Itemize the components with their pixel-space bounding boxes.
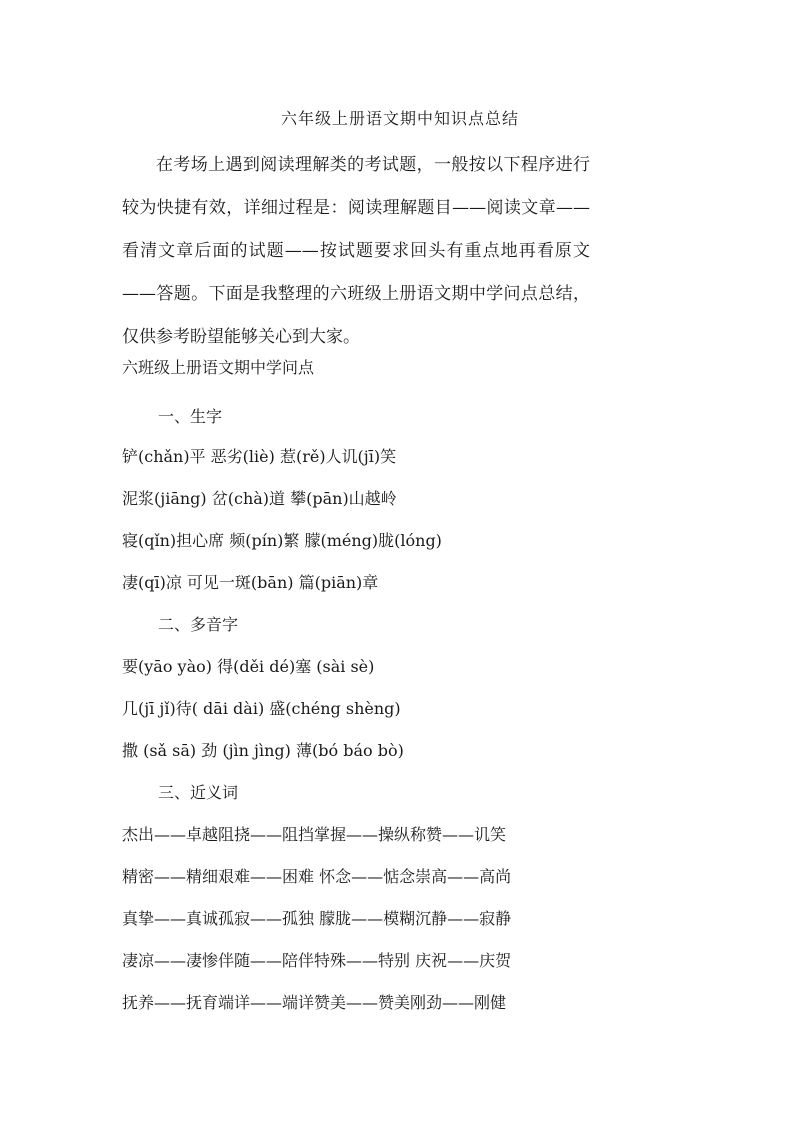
shengzi-line: 凄(qī)凉 可见一斑(bān) 篇(piān)章 bbox=[122, 573, 379, 592]
duoyin-line: 几(jī jǐ)待( dāi dài) 盛(chéng shèng) bbox=[122, 699, 401, 718]
heading-jinyi: 三、近义词 bbox=[158, 783, 239, 802]
intro-paragraph: 在考场上遇到阅读理解类的考试题，一般按以下程序进行较为快捷有效，详细过程是：阅读理解题目——阅读文章——看清文章后面的试题——按试题要求回头有重点地再看原文——答题。下面是我整理的六班级上册语文期中学问点总结，仅供参考盼望能够关心到大家。 bbox=[122, 155, 590, 347]
jinyi-line: 抚养——抚育端详——端详赞美——赞美刚劲——刚健 bbox=[122, 993, 507, 1012]
jinyi-line: 杰出——卓越阻挠——阻挡掌握——操纵称赞——讥笑 bbox=[122, 825, 507, 844]
duoyin-line: 要(yāo yào) 得(děi dé)塞 (sài sè) bbox=[122, 657, 375, 676]
jinyi-line: 精密——精细艰难——困难 怀念——惦念崇高——高尚 bbox=[122, 867, 512, 886]
shengzi-line: 铲(chǎn)平 恶劣(liè) 惹(rě)人讥(jī)笑 bbox=[122, 447, 397, 466]
duoyin-line: 撒 (sǎ sā) 劲 (jìn jìng) 薄(bó báo bò) bbox=[122, 741, 404, 760]
heading-shengzi: 一、生字 bbox=[158, 407, 223, 426]
shengzi-line: 泥浆(jiāng) 岔(chà)道 攀(pān)山越岭 bbox=[122, 489, 397, 508]
jinyi-line: 凄凉——凄惨伴随——陪伴特殊——特别 庆祝——庆贺 bbox=[122, 951, 512, 970]
jinyi-line: 真挚——真诚孤寂——孤独 朦胧——模糊沉静——寂静 bbox=[122, 909, 512, 928]
shengzi-line: 寝(qǐn)担心席 频(pín)繁 朦(méng)胧(lóng) bbox=[122, 531, 442, 550]
heading-duoyin: 二、多音字 bbox=[158, 615, 239, 634]
document-title: 六年级上册语文期中知识点总结 bbox=[280, 109, 519, 128]
section-title: 六班级上册语文期中学问点 bbox=[122, 358, 315, 377]
